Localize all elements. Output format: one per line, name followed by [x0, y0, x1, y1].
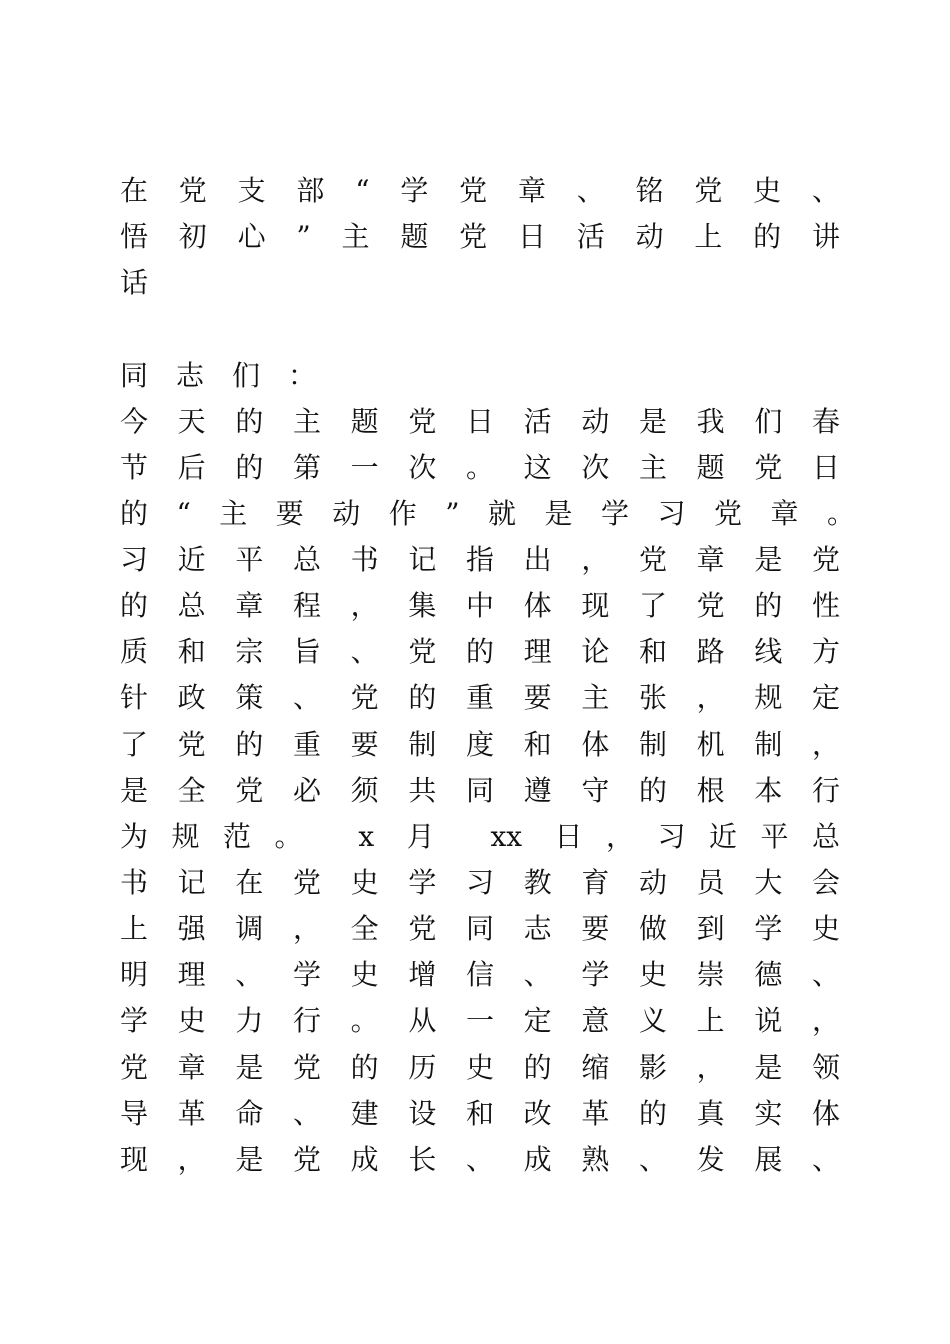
body-line: 质和宗旨、党的理论和路线方	[120, 635, 840, 668]
title-line-1: 在党支部“学党章、铭党史、	[120, 174, 840, 207]
body-line: 的“主要动作”就是学习党章。	[120, 497, 855, 530]
body-line: 了党的重要制度和体制机制，	[120, 728, 840, 761]
body-line: 现，是党成长、成熟、发展、	[120, 1143, 840, 1176]
title-line-3: 话	[120, 266, 177, 299]
salutation: 同志们：	[120, 359, 345, 392]
body-line: 明理、学史增信、学史崇德、	[120, 958, 840, 991]
body-line: 党章是党的历史的缩影，是领	[120, 1051, 840, 1084]
title-line-2: 悟初心”主题党日活动上的讲	[120, 220, 840, 253]
body-line: 上强调，全党同志要做到学史	[120, 912, 840, 945]
body-line: 是全党必须共同遵守的根本行	[120, 774, 840, 807]
body-line: 习近平总书记指出，党章是党	[120, 543, 840, 576]
body-line: 学史力行。从一定意义上说，	[120, 1004, 840, 1037]
body-line: 为规范。 x 月 xx 日，习近平总	[120, 820, 840, 853]
body-line: 节后的第一次。这次主题党日	[120, 451, 840, 484]
body-line: 的总章程，集中体现了党的性	[120, 589, 840, 622]
body-line: 书记在党史学习教育动员大会	[120, 866, 840, 899]
body-line: 今天的主题党日活动是我们春	[120, 405, 840, 438]
body-line: 针政策、党的重要主张，规定	[120, 681, 840, 714]
body-line: 导革命、建设和改革的真实体	[120, 1097, 840, 1130]
